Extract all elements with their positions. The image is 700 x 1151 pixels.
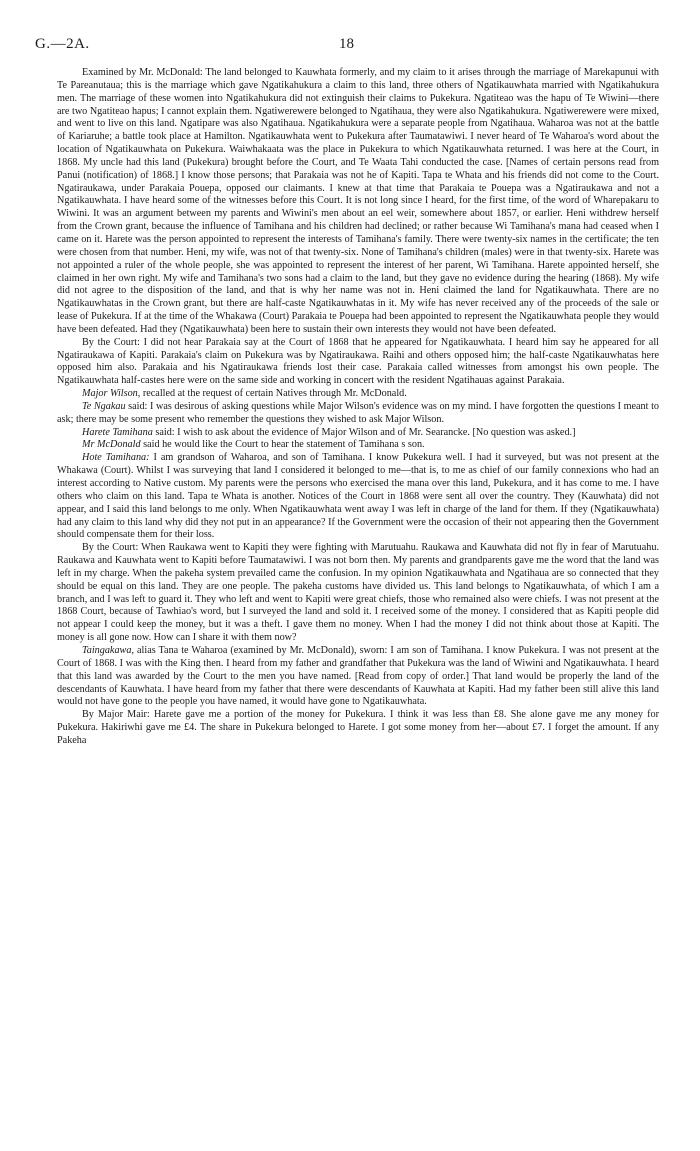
- paragraph-taingakawa: Taingakawa, alias Tana te Waharoa (examined by Mr. McDonald), sworn: I am son of Tamihana. I know Pukekura. I was not present at the Court of 1868. I was with the King then. I heard from my father and grandfather that Pukekura was the land of Wiwini and Ngatikauwhata. I heard that this land was awarded by the Court to the men you have named. [Read from copy of order.] That land would be properly the land of the descendants of Kauwhata. I have heard from my father that there were descendants of Kauwhata at Kapiti. Had my father been still alive this land would not have gone to the people you have named, it would have gone to Ngatikauwhata.: [57, 644, 660, 708]
- speaker-name: Major Wilson,: [82, 388, 141, 400]
- speaker-name: Te Ngakau: [82, 400, 126, 412]
- document-reference: G.—2A.: [35, 36, 90, 52]
- speaker-name: Mr McDonald: [82, 439, 141, 451]
- paragraph-by-the-court-2: By the Court: When Raukawa went to Kapiti they were fighting with Marutuahu. Raukawa and Kauwhata did not fly in fear of Marutuahu. Raukawa and Kauwhata went to Kapiti before Taumatawiwi. I was not born then. My parents and grandparents gave me the word that the land was left in my charge. When the pakeha system prevailed came the confusion. In my opinion Ngatikauwhata and Ngatihaua are so connected that they should be equal on this land. They are one people. The pakeha customs have divided us. This land belongs to Ngatikauwhata, of which I am a branch, and I was left to guard it. They who left and went to Kapiti were great chiefs, those who remained also were chiefs. I was not present at the 1868 Court, because of Tawhiao's word, but I surveyed the land and sold it. I received some of the money. I considered that as Kapiti people did not appear I could keep the money, but it was a theft. I gave them no money. When I had the money I did not think about those at Kapiti. The money is all gone now. How can I share it with them now?: [57, 542, 659, 644]
- paragraph-major-wilson-recalled: Major Wilson, recalled at the request of certain Natives through Mr. McDonald.: [82, 388, 407, 400]
- paragraph-by-major-mair: By Major Mair: Harete gave me a portion of the money for Pukekura. I think it was less than £8. She alone gave me any money for Pukekura. Hakiriwhi gave me £4. The share in Pukekura belonged to Harete. I got some money from her—about £7. I forget the amount. If any Pakeha: [57, 709, 659, 746]
- paragraph-harete-tamihana: Harete Tamihana said: I wish to ask about the evidence of Major Wilson and of Mr. Searancke. [No question was asked.]: [82, 426, 576, 438]
- paragraph-mcdonald-examination: Examined by Mr. McDonald: The land belonged to Kauwhata formerly, and my claim to it arises through the marriage of Marekapunui with Te Pareanutaua; this is the marriage which gave Ngatikahukura a claim to this land, three others of Ngatikauwhata married with Ngatikahukura men. The marriage of these women into Ngatikahukura did not extinguish their claims to Pukekura. Ngatiteao was the hapu of Te Wiwini—there are two Ngatiteao hapus; I cannot explain them. Ngatiwerewere belonged to Ngatihaua, they were also Ngatikahukura. Ngatiwerewere were mixed, and went to live on this land. Ngatipare was also Ngatihaua. Ngatikahukura were a separate people from Ngatihaua. Waharoa was not at the battle of Kariaruhe; a battle took place at Hamilton. Ngatikauwhata went to Pukekura after Taumatawiwi. I never heard of Te Waharoa's word about the location of Ngatikauwhata on Pukekura. Waiwhakaata was the place in Pukekura to which Ngatikauwhata returned. I was here at the Court, in 1868. My uncle had this land (Pukekura) brought before the Court, and Te Waata Tahi conducted the case. [Names of certain persons read from Panui (notification) of 1868.] I know those persons; that Parakaia was not he of Kapiti. Tapa te Whata and his friends did not come to the Court. Ngatiraukawa, under Parakaia Pouepa, opposed our claimants. I knew at that time that Parakaia te Pouepa was a Ngatiraukawa and not a Ngatikauwhata. I have heard some of the witnesses before this Court. It is not long since I heard, for the first time, of the word of Wharepakaru to Wiwini. It was an argument between my parents and Wiwini's men about an eel weir, somewhere about 1857, or earlier. Heni withdrew herself from the Crown grant, because the influence of Tamihana and his children had declined; or rather because Wi Tamihana's mana had ceased when I came on it. Harete was the person appointed to represent the interests of Tamihana's family. There were twenty-six names in the certificate; the ten were chosen from that number. Heni, my wife, was not of that twenty-six. None of Tamihana's children (males) were in that twenty-six. Harete was not appointed a ruler of the whole people, she was appointed to represent the interest of her parent, Wi Tamihana. Harete appointed herself, she claimed in her own right. My wife and Tamihana's two sons had a claim to the land, but they gave no evidence during the hearing (1868). My wife did not agree to the disposition of the land, and that is why her name was not in. Heni claimed the land for Ngatikauwhata. There are no Ngatikauwhatas in the Crown grant, but there are half-caste Ngatikauwhatas in it. My wife has never received any of the proceeds of the sale or lease of Pukekura. If at the time of the Whakawa (Court) Parakaia te Pouepa had been appointed to represent the Ngatikauwhata people they would have been defeated. Had they (Ngatikauwhata) been here to sustain their own interests they would not have been defeated.: [57, 67, 659, 335]
- page-header: [35, 36, 658, 56]
- speaker-name: Hote Tamihana:: [82, 452, 150, 464]
- paragraph-te-ngakau: Te Ngakau said: I was desirous of asking questions while Major Wilson's evidence was on my mind. I have forgotten the questions I meant to ask; there may be some present who remember the questions they wished to ask Major Wilson.: [57, 400, 660, 425]
- speaker-name: Harete Tamihana: [82, 426, 153, 438]
- paragraph-by-the-court-1: By the Court: I did not hear Parakaia say at the Court of 1868 that he appeared for Ngatikauwhata. I heard him say he appeared for all Ngatiraukawa of Kapiti. Parakaia's claim on Pukekura was by Ngatiraukawa. Raihi and others opposed him; the half-caste Ngatikauwhatas here opposed him also. Parakaia and his Ngatiraukawa friends lost their case. Parakaia called witnesses from amongst his own people. The Ngatikauwhata half-castes here were on the same side and working in concert with the resident Ngatihauas against Parakaia.: [57, 336, 659, 387]
- evidence-text: [57, 67, 659, 748]
- paragraph-mr-mcdonald: Mr McDonald said he would like the Court to hear the statement of Tamihana s son.: [82, 439, 425, 451]
- speaker-name: Taingakawa,: [82, 644, 134, 656]
- paragraph-hote-tamihana: Hote Tamihana: I am grandson of Waharoa, and son of Tamihana. I know Pukekura well. I had it surveyed, but was not present at the Whakawa (Court). Whilst I was surveying that land I considered it belonged to me—that is, to me as chief of our family connexions who had an interest according to Native custom. My parents were the persons who exercised the mana over this land, Pukekura, and it has come to me. I have others who claim on this land. Tapa te Whata is another. Notices of the Court in 1868 were sent all over the country. They (Kauwhata) did not appear, and I said this land belongs to me only. When Ngatikauwhata went away I was left in charge of the land for them. If they (Ngatikauwhata) had any claim to this land why did they not put in an appearance? If the Government were the occasion of their not appearing then the Government should compensate them for their loss.: [57, 452, 660, 541]
- page-number: 18: [339, 36, 354, 52]
